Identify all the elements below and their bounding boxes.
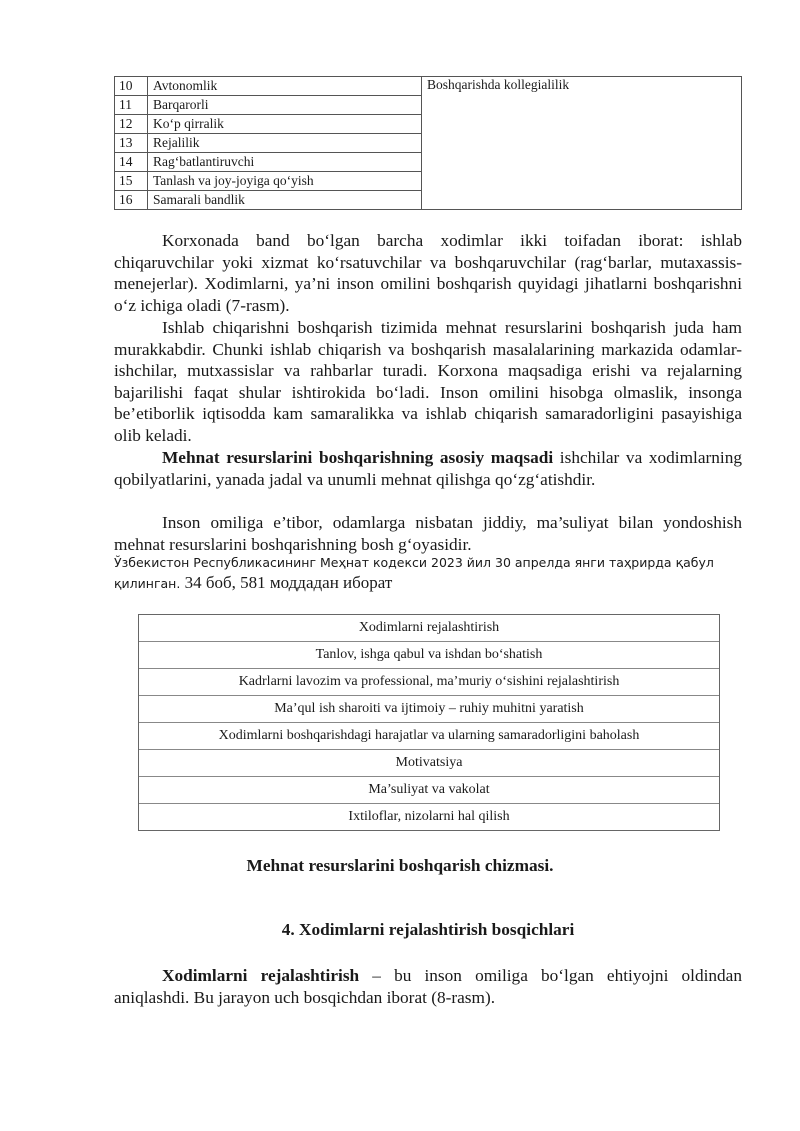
right-column-text: Boshqarishda kollegialilik <box>427 77 570 92</box>
scheme-item: Ixtiloflar, nizolarni hal qilish <box>348 809 510 824</box>
row-name: Ko‘p qirralik <box>148 115 422 134</box>
scheme-item: Tanlov, ishga qabul va ishdan bo‘shatish <box>139 642 719 669</box>
planning-term: Xodimlarni rejalashtirish <box>162 966 360 985</box>
paragraph-planning <box>114 965 742 1008</box>
row-name: Avtonomlik <box>148 77 422 96</box>
row-number: 16 <box>115 191 148 210</box>
scheme-item: Ma’suliyat va vakolat <box>139 777 719 804</box>
row-number: 13 <box>115 134 148 153</box>
section-heading: 4. Xodimlarni rejalashtirish bosqichlari <box>281 920 575 939</box>
scheme-item: Xodimlarni rejalashtirish <box>139 615 719 642</box>
note-large-text: 34 боб, 581 моддадан иборат <box>180 573 393 592</box>
row-name: Barqarorli <box>148 96 422 115</box>
goal-term: Mehnat resurslarini boshqarishning asosiy maqsadi <box>162 448 554 467</box>
row-number: 14 <box>115 153 148 172</box>
row-name: Tanlash va joy-joyiga qo‘yish <box>148 172 422 191</box>
row-number: 11 <box>115 96 148 115</box>
principles-table <box>114 76 742 210</box>
note-small-text: Ўзбекистон Республикасининг Меҳнат кодекси 2023 йил 30 апрелда янги таҳрирда қабул қилинган. <box>114 555 714 591</box>
table-row <box>115 77 742 96</box>
row-number: 12 <box>115 115 148 134</box>
row-name: Rejalilik <box>148 134 422 153</box>
scheme-item: Ma’qul ish sharoiti va ijtimoiy – ruhiy muhitni yaratish <box>139 696 719 723</box>
labor-code-note <box>114 553 754 594</box>
scheme-item: Kadrlarni lavozim va professional, ma’muriy o‘sishini rejalashtirish <box>139 669 719 696</box>
paragraph-attention: Inson omiliga e’tibor, odamlarga nisbatan jiddiy, ma’suliyat bilan yondoshish mehnat resurslarini boshqarishning bosh g‘oyasidir. <box>114 513 742 554</box>
paragraph-workers: Korxonada band bo‘lgan barcha xodimlar ikki toifadan iborat: ishlab chiqaruvchilar yoki xizmat ko‘rsatuvchilar va boshqaruvchilar (rag‘barlar, mutaxassis-menejerlar). Xodimlarni, ya’ni inson omilini boshqarish quyidagi jihatlarni boshqarishni o‘z ichiga oladi (7-rasm). <box>114 231 742 315</box>
scheme-caption: Mehnat resurslarini boshqarish chizmasi. <box>246 856 554 875</box>
row-name: Rag‘batlantiruvchi <box>148 153 422 172</box>
paragraph-management: Ishlab chiqarishni boshqarish tizimida mehnat resurslarini boshqarish juda ham murakkabdir. Chunki ishlab chiqarish va boshqarish masalalarining markazida odamlar-ishchilar, mutxassislar va rahbarlar turadi. Korxona maqsadiga erishi va rejalarning bajarilishi faqat shular ishtirokida bo‘ladi. Inson omilini hisobga olmaslik, insonga be’etiborlik iqtisodda kam samaralikka va ishlab chiqarish samaradorligini pasayishiga olib keladi. <box>114 318 742 445</box>
scheme-item: Motivatsiya <box>139 750 719 777</box>
row-number: 10 <box>115 77 148 96</box>
right-column-cell <box>422 77 742 210</box>
management-scheme <box>138 614 720 831</box>
scheme-item: Xodimlarni boshqarishdagi harajatlar va ularning samaradorligini baholash <box>139 723 719 750</box>
paragraph-goal <box>114 447 742 490</box>
row-number: 15 <box>115 172 148 191</box>
planning-text: – bu inson omiliga bo‘lgan ehtiyojni oldindan aniqlashdi. Bu jarayon uch bosqichdan iborat (8-rasm). <box>114 966 742 1007</box>
row-name: Samarali bandlik <box>148 191 422 210</box>
goal-text: ishchilar va xodimlarning qobilyatlarini, yanada jadal va unumli mehnat qilishga qo‘zg‘atishdir. <box>114 448 742 489</box>
